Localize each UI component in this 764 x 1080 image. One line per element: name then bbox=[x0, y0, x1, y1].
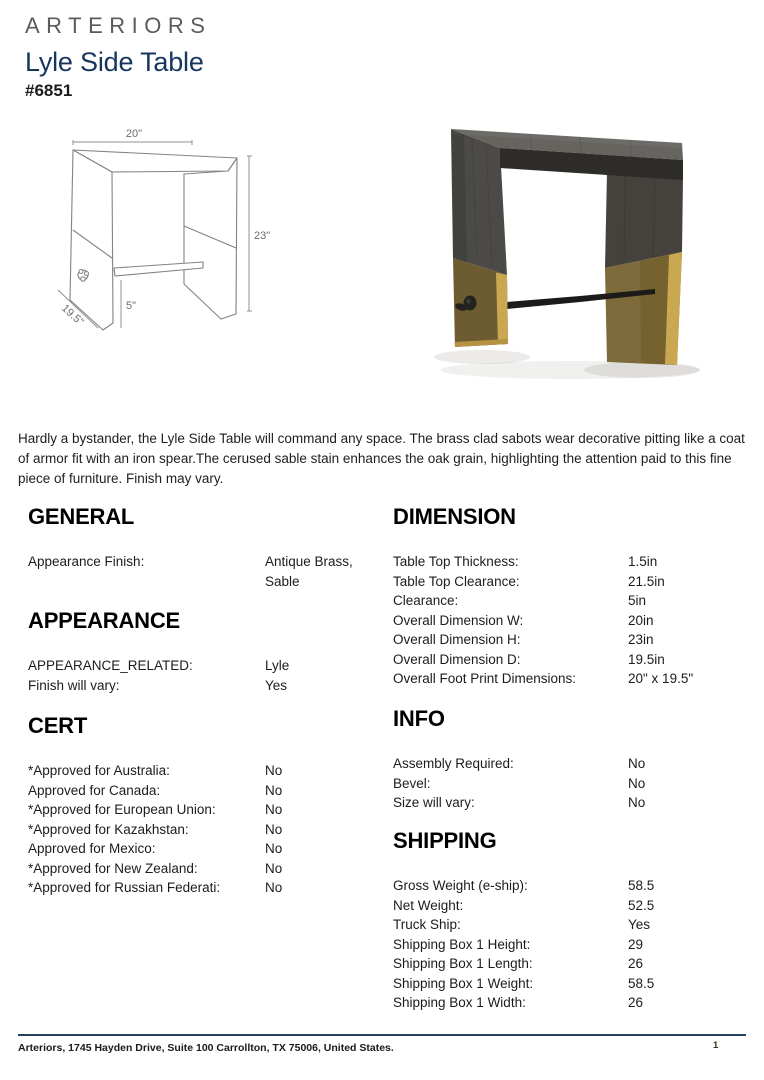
section-cert bbox=[28, 712, 360, 898]
section-general bbox=[28, 503, 360, 591]
spec-label: Gross Weight (e-ship): bbox=[393, 878, 528, 893]
section-title-general: GENERAL bbox=[28, 504, 135, 529]
spec-label: Bevel: bbox=[393, 775, 431, 791]
cert-rows bbox=[28, 761, 360, 898]
spec-value: 20" x 19.5" bbox=[628, 671, 694, 686]
spec-value: No bbox=[628, 795, 646, 810]
spec-value: 58.5 bbox=[628, 878, 655, 893]
spec-value: No bbox=[265, 782, 283, 798]
section-title-dimension: DIMENSION bbox=[393, 504, 516, 529]
spec-label: Approved for Mexico: bbox=[28, 841, 156, 856]
spec-row bbox=[28, 839, 360, 859]
spec-label: *Approved for Kazakhstan: bbox=[28, 821, 189, 837]
spec-label: Shipping Box 1 Length: bbox=[393, 956, 533, 971]
spec-label: Overall Dimension H: bbox=[393, 632, 521, 647]
spec-value: 26 bbox=[628, 956, 644, 971]
brand-logo: ARTERIORS bbox=[25, 13, 212, 38]
spec-row bbox=[393, 876, 751, 896]
spec-label: *Approved for European Union: bbox=[28, 802, 216, 817]
spec-label: Overall Dimension W: bbox=[393, 612, 524, 628]
spec-label: APPEARANCE_RELATED: bbox=[28, 658, 193, 673]
spec-row bbox=[393, 572, 751, 592]
info-rows bbox=[393, 754, 751, 813]
spec-label: Shipping Box 1 Height: bbox=[393, 936, 531, 952]
spec-label: Table Top Thickness: bbox=[393, 554, 519, 569]
spec-row bbox=[28, 656, 360, 676]
product-description: Hardly a bystander, the Lyle Side Table will command any space. The brass clad sabots wear decorative pitting like a coat of armor fit with an iron spear.The cerused sable stain enhances the oak grain, highlighting the attention paid to this fine piece of furniture. Finish may vary. bbox=[18, 431, 745, 486]
clearance-dimension-label: 5" bbox=[126, 300, 137, 312]
spec-value: 29 bbox=[628, 936, 644, 952]
section-title-cert: CERT bbox=[28, 713, 88, 738]
spec-row bbox=[393, 630, 751, 650]
height-dimension-label: 23" bbox=[254, 230, 271, 242]
spec-value: No bbox=[265, 821, 283, 837]
product-sku: #6851 bbox=[25, 81, 73, 100]
page-title: Lyle Side Table bbox=[25, 47, 204, 77]
spec-value: 26 bbox=[628, 995, 644, 1010]
section-shipping bbox=[393, 827, 751, 1013]
appearance-rows bbox=[28, 656, 360, 695]
spec-row bbox=[28, 761, 360, 781]
spec-label: Net Weight: bbox=[393, 897, 464, 913]
spec-label: Assembly Required: bbox=[393, 756, 514, 771]
spec-label: *Approved for Australia: bbox=[28, 763, 170, 778]
spec-row bbox=[393, 896, 751, 916]
section-info bbox=[393, 705, 751, 813]
spec-row bbox=[28, 800, 360, 820]
spec-value: No bbox=[628, 756, 646, 771]
spec-value: No bbox=[265, 763, 283, 778]
section-title-shipping: SHIPPING bbox=[393, 828, 497, 853]
dimension-drawing bbox=[50, 112, 275, 347]
spec-row bbox=[393, 552, 751, 572]
section-appearance bbox=[28, 607, 360, 695]
spec-row bbox=[28, 552, 360, 591]
spec-row bbox=[393, 993, 751, 1013]
footer-address: Arteriors, 1745 Hayden Drive, Suite 100 Carrollton, TX 75006, United States. bbox=[18, 1042, 394, 1054]
spec-label: Finish will vary: bbox=[28, 677, 120, 693]
section-dimension bbox=[393, 503, 751, 689]
spec-label: Truck Ship: bbox=[393, 917, 461, 932]
spec-value: 52.5 bbox=[628, 897, 655, 913]
spec-row bbox=[393, 774, 751, 794]
spec-value: Lyle bbox=[265, 658, 290, 673]
spec-row bbox=[393, 591, 751, 611]
depth-dimension-label: 19.5" bbox=[58, 302, 86, 329]
spec-label: Overall Dimension D: bbox=[393, 651, 521, 667]
width-dimension-label: 20" bbox=[125, 128, 143, 140]
spec-value: 1.5in bbox=[628, 554, 658, 569]
spec-label: Table Top Clearance: bbox=[393, 573, 520, 589]
spec-row bbox=[28, 859, 360, 879]
shipping-rows bbox=[393, 876, 751, 1013]
footer-rule bbox=[18, 1034, 746, 1036]
spec-value: No bbox=[265, 880, 283, 895]
spec-value: 58.5 bbox=[628, 975, 655, 991]
spec-row bbox=[393, 611, 751, 631]
spec-label: *Approved for Russian Federati: bbox=[28, 880, 221, 895]
spec-value: No bbox=[628, 775, 646, 791]
left-leg bbox=[451, 129, 508, 347]
spec-row bbox=[393, 669, 751, 689]
page-number: 1 bbox=[713, 1040, 719, 1051]
spec-value: Antique Brass, Sable bbox=[265, 554, 353, 589]
table-sketch bbox=[70, 150, 237, 330]
spec-row bbox=[393, 754, 751, 774]
spec-label: *Approved for New Zealand: bbox=[28, 860, 198, 876]
spec-label: Clearance: bbox=[393, 593, 459, 608]
spec-value: 23in bbox=[628, 632, 654, 647]
spec-label: Overall Foot Print Dimensions: bbox=[393, 671, 577, 686]
spec-row bbox=[393, 650, 751, 670]
spec-row bbox=[28, 676, 360, 696]
spec-value: 21.5in bbox=[628, 573, 665, 589]
spec-row bbox=[393, 974, 751, 994]
spec-row bbox=[28, 781, 360, 801]
section-title-appearance: APPEARANCE bbox=[28, 608, 181, 633]
spec-label: Approved for Canada: bbox=[28, 782, 161, 798]
spec-label: Shipping Box 1 Weight: bbox=[393, 975, 534, 991]
spec-value: No bbox=[265, 802, 283, 817]
spec-row bbox=[28, 820, 360, 840]
spec-value: No bbox=[265, 860, 283, 876]
general-rows bbox=[28, 552, 360, 591]
spec-value: 19.5in bbox=[628, 651, 665, 667]
dimension-rows bbox=[393, 552, 751, 689]
spec-label: Appearance Finish: bbox=[28, 554, 145, 569]
spec-value: Yes bbox=[265, 677, 288, 693]
spec-row bbox=[393, 935, 751, 955]
spec-row bbox=[393, 793, 751, 813]
spec-row bbox=[393, 915, 751, 935]
spec-row bbox=[28, 878, 360, 898]
spec-label: Size will vary: bbox=[393, 795, 475, 810]
section-title-info: INFO bbox=[393, 706, 445, 731]
spec-row bbox=[393, 954, 751, 974]
spec-value: Yes bbox=[628, 917, 651, 932]
spec-value: 20in bbox=[628, 612, 654, 628]
spec-value: No bbox=[265, 841, 283, 856]
spec-label: Shipping Box 1 Width: bbox=[393, 995, 526, 1010]
spec-value: 5in bbox=[628, 593, 647, 608]
product-photo bbox=[420, 108, 720, 386]
right-leg bbox=[605, 172, 683, 365]
